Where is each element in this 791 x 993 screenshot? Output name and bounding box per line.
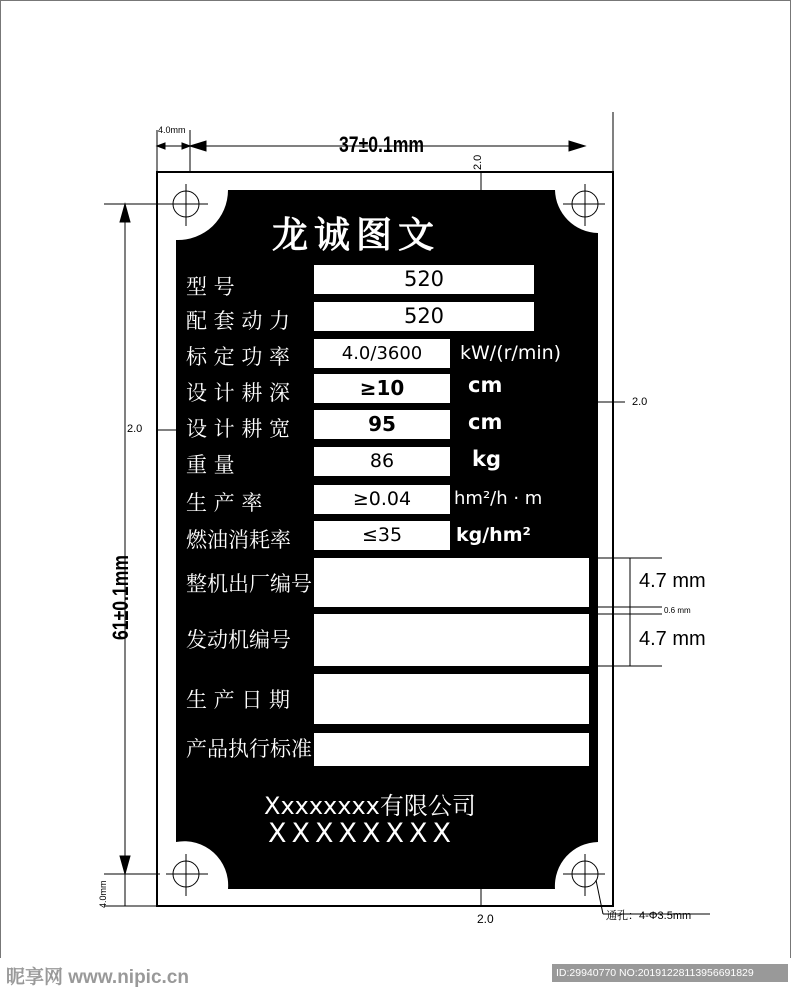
- company-name-en: XXXXXXXX: [268, 818, 456, 849]
- width-label: 37±0.1mm: [339, 132, 425, 157]
- plate-title: 龙诚图文: [272, 215, 441, 256]
- row-unit-rated-power: kW/(r/min): [460, 342, 562, 364]
- top-gap-label: 2.0: [472, 154, 484, 170]
- row-label-productivity: 生 产 率: [186, 491, 263, 515]
- hole-note: 通孔：4-Φ3.5mm: [606, 910, 692, 922]
- row-label-plow-depth: 设 计 耕 深: [186, 381, 291, 405]
- row-value-model: 520: [314, 265, 534, 294]
- row-label-power-match: 配 套 动 力: [186, 309, 291, 333]
- row-label-weight: 重 量: [186, 453, 235, 477]
- blank-label-engine-no: 发动机编号: [186, 628, 291, 652]
- row-label-rated-power: 标 定 功 率: [186, 345, 291, 369]
- height-label: 61±0.1mm: [108, 554, 133, 640]
- right-gap-label: 2.0: [632, 396, 648, 408]
- row-unit-plow-depth: cm: [468, 373, 503, 397]
- row-value-productivity: ≥0.04: [314, 485, 450, 514]
- bottom-margin-label: 4.0mm: [98, 880, 108, 908]
- blank-field-serial: [314, 558, 589, 607]
- blank-field-engine-no: [314, 614, 589, 666]
- watermark-site: 昵享网 www.nipic.cn: [6, 967, 189, 988]
- blank-field-standard: [314, 733, 589, 766]
- row-unit-fuel-consumption: kg/hm²: [456, 524, 531, 546]
- blank-label-production-date: 生 产 日 期: [186, 688, 291, 712]
- left-margin-label: 4.0mm: [158, 125, 186, 135]
- row-value-rated-power: 4.0/3600: [314, 339, 450, 368]
- row-label-plow-width: 设 计 耕 宽: [186, 417, 291, 441]
- row-unit-plow-width: cm: [468, 410, 503, 434]
- blank-label-standard: 产品执行标准: [186, 737, 312, 761]
- left-gap-label: 2.0: [127, 423, 143, 435]
- row-value-weight: 86: [314, 447, 450, 476]
- row-value-plow-width: 95: [314, 410, 450, 439]
- row-spacing-label: 0.6 mm: [664, 606, 691, 615]
- row-height-label-1: 4.7 mm: [639, 570, 706, 592]
- row-value-plow-depth: ≥10: [314, 374, 450, 403]
- row-unit-weight: kg: [472, 447, 501, 471]
- row-label-fuel-consumption: 燃油消耗率: [186, 528, 291, 552]
- bottom-gap-label: 2.0: [477, 912, 494, 926]
- watermark-id: ID:29940770 NO:20191228113956691829: [552, 964, 788, 982]
- row-unit-productivity: hm²/h · m: [454, 488, 543, 509]
- row-label-model: 型 号: [186, 275, 235, 299]
- blank-field-production-date: [314, 674, 589, 724]
- row-height-label-2: 4.7 mm: [639, 628, 706, 650]
- row-value-fuel-consumption: ≤35: [314, 521, 450, 550]
- row-value-power-match: 520: [314, 302, 534, 331]
- blank-label-serial: 整机出厂编号: [186, 572, 312, 596]
- company-name: Xxxxxxxx有限公司: [264, 792, 476, 820]
